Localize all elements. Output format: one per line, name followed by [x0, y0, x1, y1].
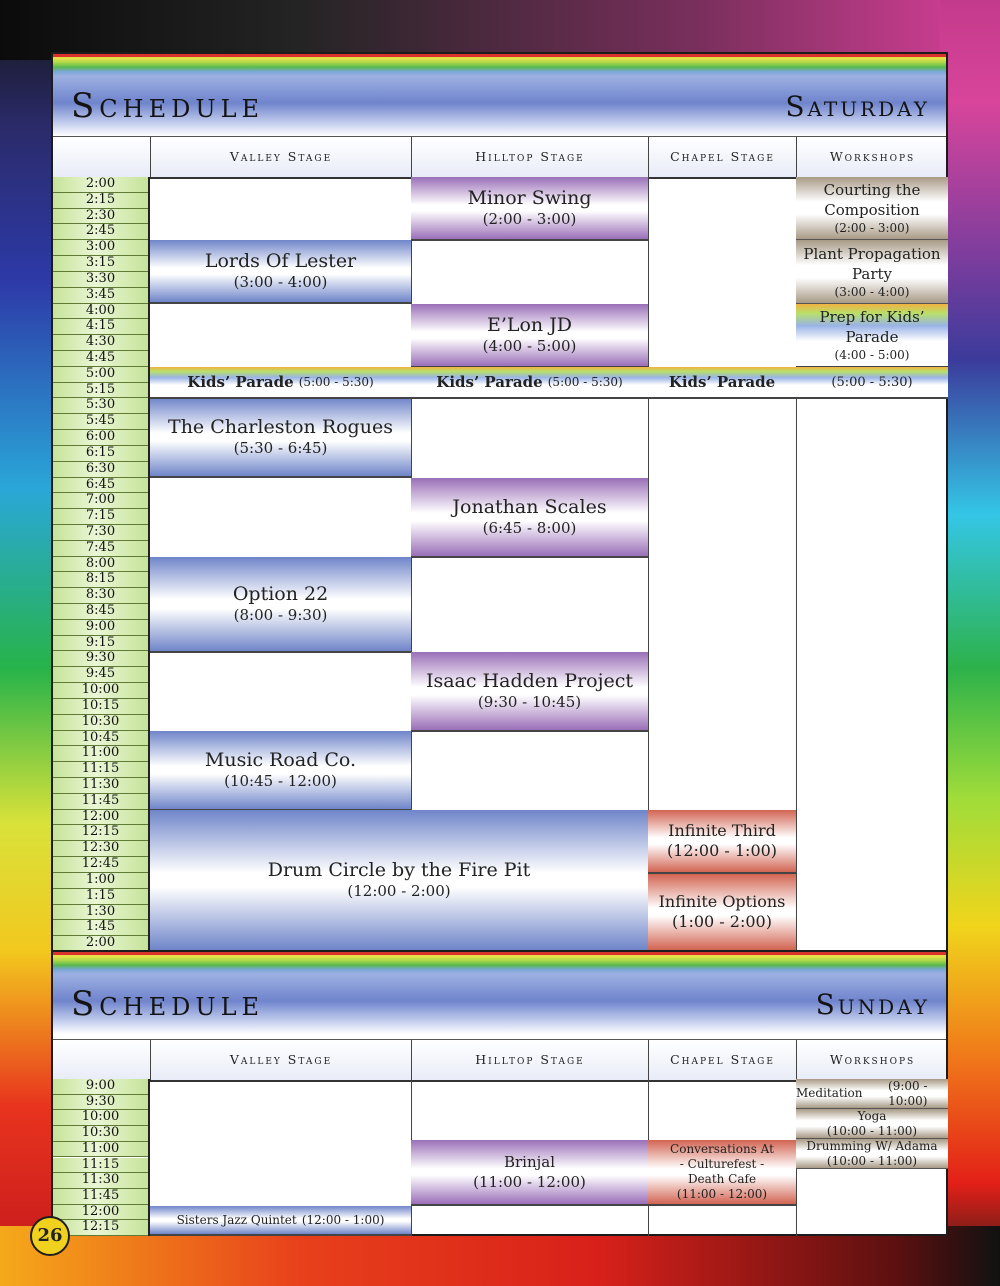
hilltop-act-block[interactable] [411, 304, 648, 368]
header-chapel-stage: Chapel Stage [648, 1040, 796, 1080]
time-column [53, 177, 150, 952]
act-time: (12:00 - 2:00) [347, 882, 451, 900]
time-slot: 10:45 [53, 731, 148, 747]
workshop-time: (2:00 - 3:00) [834, 221, 910, 235]
time-slot: 5:00 [53, 367, 148, 383]
time-slot: 4:00 [53, 304, 148, 320]
act-time: (6:45 - 8:00) [482, 519, 577, 537]
time-slot: 9:30 [53, 651, 148, 667]
time-slot: 2:00 [53, 177, 148, 193]
act-name: Option 22 [232, 583, 329, 605]
time-slot: 3:00 [53, 240, 148, 256]
page-number: 26 [30, 1216, 70, 1256]
act-name: Music Road Co. [204, 749, 357, 771]
time-slot: 9:15 [53, 636, 148, 652]
workshop-name: Meditation [796, 1086, 863, 1100]
valley-act-block[interactable] [150, 557, 411, 653]
time-slot: 12:45 [53, 857, 148, 873]
chapel-act-block[interactable] [648, 1140, 796, 1206]
act-time: (12:00 - 1:00) [666, 841, 778, 860]
time-slot: 10:30 [53, 715, 148, 731]
time-slot: 6:00 [53, 430, 148, 446]
act-name: Minor Swing [467, 187, 592, 209]
time-slot: 6:30 [53, 462, 148, 478]
title-band [53, 76, 946, 136]
time-column [53, 1079, 150, 1236]
time-slot: 11:00 [53, 746, 148, 762]
workshop-time: (4:00 - 5:00) [834, 348, 910, 362]
workshop-block[interactable] [796, 304, 948, 368]
chapel-act-block[interactable] [648, 874, 796, 952]
time-slot: 10:00 [53, 683, 148, 699]
workshop-block[interactable] [796, 177, 948, 240]
kids-parade-chapel[interactable] [648, 367, 796, 399]
chapel-act-block[interactable] [648, 810, 796, 874]
time-slot: 1:45 [53, 920, 148, 936]
saturday-schedule [51, 52, 948, 952]
hilltop-act-block[interactable] [411, 478, 648, 558]
time-slot: 8:30 [53, 588, 148, 604]
time-slot: 7:45 [53, 541, 148, 557]
parade-time: (5:00 - 5:30) [547, 375, 623, 389]
time-slot: 10:00 [53, 1110, 148, 1126]
parade-time: (5:00 - 5:30) [831, 374, 913, 390]
time-slot: 11:30 [53, 778, 148, 794]
time-slot: 2:00 [53, 936, 148, 952]
act-time: (3:00 - 4:00) [233, 273, 328, 291]
day-title: Sunday [815, 988, 930, 1021]
hilltop-act-block[interactable] [411, 1140, 648, 1206]
title-band [53, 974, 946, 1034]
workshop-name: Plant Propagation Party [803, 244, 941, 283]
header-hilltop-stage: Hilltop Stage [411, 137, 648, 177]
valley-act-block[interactable] [150, 398, 411, 478]
act-time: (1:00 - 2:00) [672, 912, 772, 931]
time-slot: 11:00 [53, 1142, 148, 1158]
time-slot: 11:15 [53, 1158, 148, 1174]
act-name: Conversations At - Culturefest - Death Cafe [670, 1142, 774, 1186]
time-slot: 12:30 [53, 841, 148, 857]
act-name: Lords Of Lester [204, 250, 357, 272]
hilltop-act-block[interactable] [411, 652, 648, 732]
act-time: (12:00 - 1:00) [301, 1212, 385, 1227]
parade-time: (5:00 - 5:30) [298, 375, 374, 389]
time-slot: 10:30 [53, 1126, 148, 1142]
time-slot: 7:00 [53, 493, 148, 509]
time-slot: 6:45 [53, 478, 148, 494]
act-time: (11:00 - 12:00) [473, 1173, 586, 1191]
time-slot: 7:30 [53, 525, 148, 541]
time-slot: 11:45 [53, 1189, 148, 1205]
schedule-title: Schedule [71, 984, 265, 1024]
time-slot: 9:00 [53, 620, 148, 636]
time-slot: 9:30 [53, 1095, 148, 1111]
hilltop-act-block[interactable] [411, 177, 648, 241]
workshop-time: (9:00 - 10:00) [888, 1078, 928, 1108]
time-slot: 1:30 [53, 905, 148, 921]
header-chapel-stage: Chapel Stage [648, 137, 796, 177]
valley-act-block[interactable] [150, 810, 648, 952]
act-name: Sisters Jazz Quintet [176, 1212, 297, 1227]
schedule-title: Schedule [71, 86, 265, 126]
time-slot: 5:30 [53, 398, 148, 414]
time-slot: 8:15 [53, 572, 148, 588]
time-slot: 12:00 [53, 1205, 148, 1221]
time-slot: 1:00 [53, 873, 148, 889]
workshop-time: (10:00 - 11:00) [826, 1123, 918, 1138]
act-name: Drum Circle by the Fire Pit [267, 859, 531, 881]
time-slot: 5:15 [53, 383, 148, 399]
act-time: (9:30 - 10:45) [477, 693, 582, 711]
valley-act-block[interactable] [150, 1206, 411, 1236]
time-slot: 4:30 [53, 335, 148, 351]
background-top [0, 0, 1000, 60]
stage-header-row [53, 1039, 946, 1082]
workshop-block[interactable] [796, 1109, 948, 1139]
time-slot: 9:00 [53, 1079, 148, 1095]
parade-label: Kids’ Parade [187, 373, 294, 391]
act-name: The Charleston Rogues [168, 416, 393, 438]
header-valley-stage: Valley Stage [150, 1040, 411, 1080]
time-slot: 2:15 [53, 193, 148, 209]
time-slot: 7:15 [53, 509, 148, 525]
workshop-block[interactable] [796, 240, 948, 304]
time-slot: 11:30 [53, 1173, 148, 1189]
time-slot: 4:15 [53, 319, 148, 335]
act-time: (11:00 - 12:00) [676, 1187, 768, 1201]
day-title: Saturday [785, 90, 930, 123]
workshop-block[interactable] [796, 1139, 948, 1169]
act-name: Brinjal [503, 1153, 556, 1171]
time-slot: 3:30 [53, 272, 148, 288]
kids-parade-valley[interactable] [150, 367, 411, 399]
time-slot: 11:15 [53, 762, 148, 778]
valley-act-block[interactable] [150, 240, 411, 304]
act-name: E’Lon JD [486, 314, 573, 336]
time-slot: 2:45 [53, 224, 148, 240]
act-name: Isaac Hadden Project [425, 670, 634, 692]
act-time: (10:45 - 12:00) [224, 772, 337, 790]
workshop-name: Drumming W/ Adama [806, 1138, 938, 1153]
time-slot: 4:45 [53, 351, 148, 367]
time-slot: 1:15 [53, 889, 148, 905]
act-time: (8:00 - 9:30) [233, 606, 328, 624]
workshop-time: (10:00 - 11:00) [826, 1153, 918, 1168]
act-time: (4:00 - 5:00) [482, 337, 577, 355]
workshop-name: Prep for Kids’ Parade [819, 308, 925, 346]
header-hilltop-stage: Hilltop Stage [411, 1040, 648, 1080]
time-slot: 10:15 [53, 699, 148, 715]
time-slot: 8:45 [53, 604, 148, 620]
act-name: Infinite Third [668, 821, 776, 840]
workshop-name: Courting the Composition [823, 181, 921, 219]
header-workshops: Workshops [796, 1040, 948, 1080]
time-slot: 6:15 [53, 446, 148, 462]
time-slot: 12:15 [53, 825, 148, 841]
rainbow-band [53, 54, 946, 76]
parade-label: Kids’ Parade [668, 373, 776, 391]
time-slot: 8:00 [53, 557, 148, 573]
act-time: (5:30 - 6:45) [233, 439, 328, 457]
parade-label: Kids’ Parade [436, 373, 543, 391]
time-slot: 3:45 [53, 288, 148, 304]
time-slot: 5:45 [53, 414, 148, 430]
kids-parade-hilltop[interactable] [411, 367, 648, 399]
act-name: Jonathan Scales [452, 496, 607, 518]
act-name: Infinite Options [658, 892, 786, 911]
workshop-time: (3:00 - 4:00) [834, 284, 910, 299]
sunday-schedule [51, 950, 948, 1236]
workshop-block[interactable] [796, 1079, 948, 1109]
valley-act-block[interactable] [150, 731, 411, 811]
header-workshops: Workshops [796, 137, 948, 177]
time-slot: 11:45 [53, 794, 148, 810]
time-slot: 3:15 [53, 256, 148, 272]
workshop-name: Yoga [857, 1108, 887, 1123]
kids-parade-workshops[interactable] [796, 367, 948, 399]
act-time: (2:00 - 3:00) [482, 210, 577, 228]
time-slot: 9:45 [53, 667, 148, 683]
stage-header-row [53, 136, 946, 179]
time-slot: 2:30 [53, 209, 148, 225]
time-slot: 12:00 [53, 810, 148, 826]
time-slot: 12:15 [53, 1220, 148, 1236]
background-right [940, 0, 1000, 1286]
rainbow-band [53, 952, 946, 974]
header-valley-stage: Valley Stage [150, 137, 411, 177]
